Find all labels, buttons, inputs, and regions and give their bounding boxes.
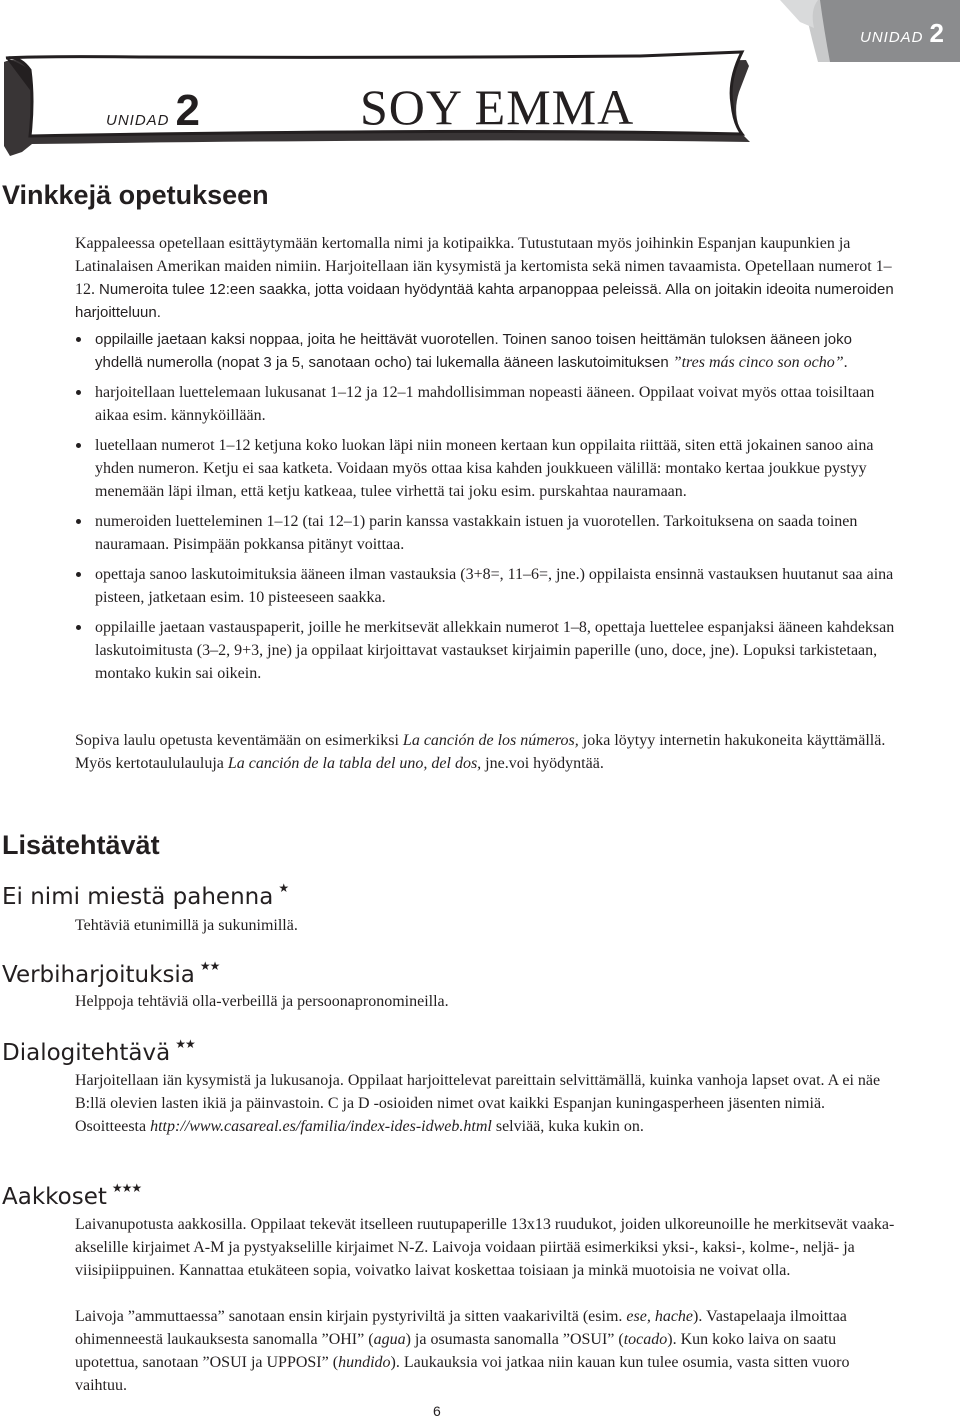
- task4-paragraph-2: [75, 1305, 895, 1397]
- task4-text-d: ). Kun koko laiva on saatu upotettua, sanotaan ”OSUI ja UPPOSI” (: [75, 1331, 837, 1371]
- song-paragraph: [75, 729, 895, 775]
- page-title: SOY EMMA: [360, 79, 635, 135]
- page-number: 6: [433, 1403, 441, 1419]
- bullet1-sans-text: oppilaille jaetaan kaksi noppaa, joita he heittävät vuorotellen. Toinen sanoo toisen heittämän tuloksen ääneen joko yhdellä numerolla (nopat 3 ja 5, sanotaan ocho) tai lukemalla ääneen laskutoimituksen: [95, 331, 852, 371]
- song-text-3: jne.voi hyödyntää.: [485, 755, 604, 772]
- intro-sans-text: Numeroita tulee 12:een saakka, jotta voidaan hyödyntää kahta arpanoppaa peleissä. Alla on joitakin ideoita numeroiden harjoitteluun.: [75, 281, 894, 321]
- list-item: luetellaan numerot 1–12 ketjuna koko luokan läpi niin moneen kertaan kun oppilaita riittää, siten että jokainen sanoo aina yhden numeron. Ketju ei saa katketa. Voidaan myös ottaa kisa kahden joukkueen välillä: montako kertaa joukkue pystyy menemään läpi ilman, että ketju katkeaa, tulee virhettä tai joku esim. purskahtaa nauramaan.: [75, 434, 895, 503]
- task2-title-text: Verbiharjoituksia: [2, 962, 195, 988]
- star-icon: ★★: [175, 1037, 195, 1051]
- bullet1-end-text: .: [843, 354, 848, 371]
- task1-title-text: Ei nimi miestä pahenna: [2, 884, 274, 910]
- task4-text-c: ) ja osumasta sanomalla ”OSUI” (: [405, 1331, 624, 1348]
- song-text-1: Sopiva laulu opetusta keventämään on esimerkiksi: [75, 732, 399, 749]
- banner-unit-number: 2: [175, 86, 200, 135]
- corner-unit-number: 2: [929, 18, 944, 48]
- list-item: harjoitellaan luettelemaan lukusanat 1–12 ja 12–1 mahdollisimman nopeasti ääneen. Oppilaat voivat myös ottaa toisiltaan aikaa esim. kännyköillään.: [75, 381, 895, 427]
- task3-text-a: Harjoitellaan iän kysymistä ja lukusanoja. Oppilaat harjoittelevat pareittain selvittämällä, kuinka vanhoja lapset ovat. A ei näe B:llä olevien lasten ikiä ja päinvastoin. C ja D -osioiden nimet ovat kaikki Espanjan kuningasperheen jäsenten nimiä. Osoitteesta: [75, 1072, 881, 1135]
- idea-list: [75, 328, 895, 692]
- task4-text-a: Laivoja ”ammuttaessa” sanotaan ensin kirjain pystyriviltä ja sitten vaakariviltä (esim.: [75, 1308, 623, 1325]
- list-item: oppilaille jaetaan vastauspaperit, joille he merkitsevät allekkain numerot 1–8, opettaja luettelee espanjaksi ääneen kahdeksan laskutoimitusta (3–2, 9+3, jne) ja oppilaat kirjoittavat vastaukset kirjaimin paperille (uno, doce, jne). Lopuksi tarkistetaan, montako kukin sai oikein.: [75, 616, 895, 685]
- section-heading-lisatehtavat: Lisätehtävät: [2, 830, 160, 860]
- task3-text-b: selviää, kuka kukin on.: [495, 1118, 644, 1135]
- task4-paragraph-1: Laivanupotusta aakkosilla. Oppilaat tekevät itselleen ruutupaperille 13x13 ruudukot, joiden ulkoreunoille he merkitsevät vaaka-akselille kirjaimet A-M ja pystyakselille kirjaimet N-Z. Laivoja voidaan piirtää esimerkiksi yksi-, kaksi-, kolme-, neljä- ja viisipiippuinen. Kannattaa etukäteen sopia, voivatko laivat koskettaa toisiaan ja minkä muotoisia ne voivat olla.: [75, 1216, 895, 1279]
- task-title-aakkoset: [2, 1181, 142, 1210]
- task4-italic-4: hundido: [338, 1354, 391, 1371]
- task-title-verbiharjoituksia: [2, 959, 220, 988]
- song-text-2: joka löytyy internetin hakukoneita käyttämällä. Myös kertotaululauluja: [75, 732, 886, 772]
- task4-text-b: ). Vastapelaaja ilmoittaa ohimenneestä laukauksesta sanomalla ”OHI” (: [75, 1308, 847, 1348]
- star-icon: ★: [278, 881, 289, 895]
- intro-serif-text: Kappaleessa opetellaan esittäytymään kertomalla nimi ja kotipaikka. Tutustutaan myös joihinkin Espanjan kaupunkien ja Latinalaisen Amerikan maiden nimiin. Harjoitellaan iän kysymistä ja kertomista sekä nimen tavaamista. Opetellaan numerot 1–12.: [75, 235, 892, 298]
- star-icon: ★★: [199, 959, 220, 973]
- task3-title-text: Dialogitehtävä: [2, 1040, 171, 1066]
- banner-unit-label: [106, 86, 200, 136]
- star-icon: ★★★: [111, 1181, 142, 1195]
- song-title-1: La canción de los números,: [402, 732, 579, 749]
- bullet1-italic-text: ”tres más cinco son ocho”: [672, 354, 844, 371]
- list-item: numeroiden luetteleminen 1–12 (tai 12–1) parin kanssa vastakkain istuen ja vuorotellen. Tarkoituksena on saada toinen nauramaan. Pisimpään pokkansa pitänyt voittaa.: [75, 510, 895, 556]
- task1-description: Tehtäviä etunimillä ja sukunimillä.: [75, 917, 298, 934]
- task4-italic-2: agua: [373, 1331, 406, 1348]
- banner-unidad-text: UNIDAD: [106, 112, 170, 129]
- task2-description: Helppoja tehtäviä olla-verbeillä ja persoonapronomineilla.: [75, 993, 449, 1010]
- task3-description: [75, 1069, 895, 1138]
- section-heading-vinkkeja: Vinkkejä opetukseen: [2, 180, 269, 210]
- task4-text-e: ). Laukauksia voi jatkaa niin kauan kun tulee osumia, vasta sitten vuoro vaihtuu.: [75, 1354, 850, 1394]
- casareal-link[interactable]: http://www.casareal.es/familia/index-ides-idweb.html: [150, 1118, 492, 1135]
- task4-italic-1: ese, hache: [626, 1308, 694, 1325]
- task4-title-text: Aakkoset: [2, 1184, 107, 1210]
- list-item: [75, 328, 895, 374]
- intro-paragraph: [75, 232, 895, 324]
- task4-italic-3: tocado: [623, 1331, 668, 1348]
- song-title-2: La canción de la tabla del uno, del dos,: [227, 755, 482, 772]
- task-title-dialogitehtava: [2, 1037, 195, 1066]
- list-item: opettaja sanoo laskutoimituksia ääneen ilman vastauksia (3+8=, 11–6=, jne.) oppilaista ensinnä vastauksen huutanut saa aina pisteen, jatketaan esim. 10 pisteeseen saakka.: [75, 563, 895, 609]
- corner-unidad-text: UNIDAD: [860, 29, 924, 46]
- task-title-ei-nimi: [2, 881, 289, 910]
